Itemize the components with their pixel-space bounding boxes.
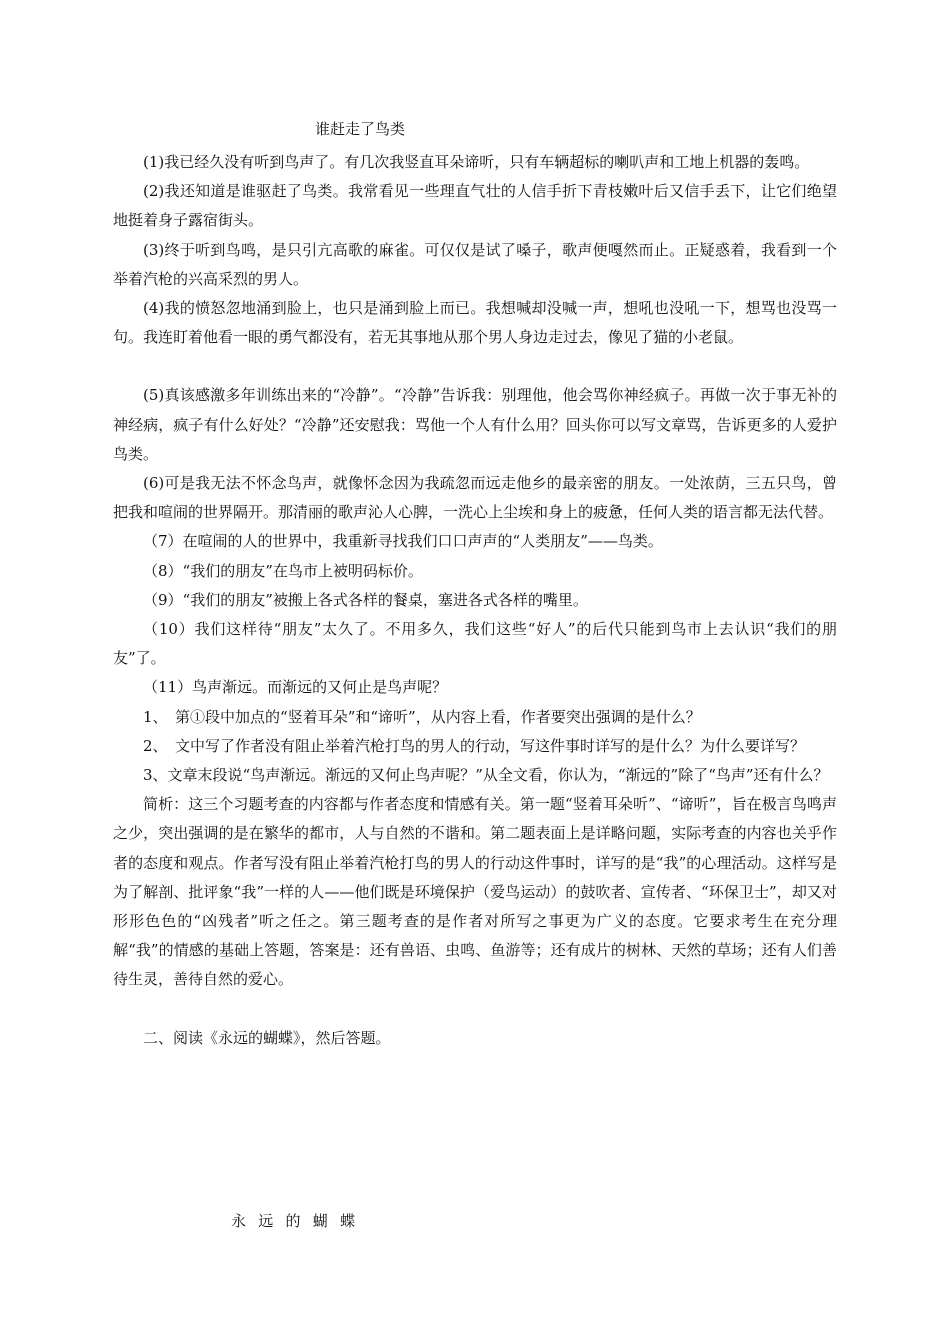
section2-heading: 二、阅读《永远的蝴蝶》，然后答题。 xyxy=(143,1028,391,1047)
section2-title: 永 远 的 蝴 蝶 xyxy=(231,1212,359,1230)
paragraph-10: （10）我们这样待“朋友”太久了。不用多久，我们这些“好人”的后代只能到鸟市上去认识“我们的朋友”了。 xyxy=(113,620,837,668)
analysis-paragraph: 简析：这三个习题考查的内容都与作者态度和情感有关。第一题“竖着耳朵听”、“谛听”，旨在极言鸟鸣声之少，突出强调的是在繁华的都市，人与自然的不谐和。第二题表面上是详略问题，实际考查的内容也关乎作者的态度和观点。作者写没有阻止举着汽枪打鸟的男人的行动这件事时，详写的是“我”的心理活动。这样写是为了解剖、批评象“我”一样的人——他们既是环境保护（爱鸟运动）的鼓吹者、宣传者、“环保卫士”，却又对形形色色的“凶残者”听之任之。第三题考查的是作者对所写之事更为广义的态度。它要求考生在充分理解“我”的情感的基础上答题，答案是：还有兽语、虫鸣、鱼游等；还有成片的树林、天然的草场；还有人们善待生灵，善待自然的爱心。 xyxy=(113,795,837,989)
article-title: 谁赶走了鸟类 xyxy=(315,120,406,138)
paragraph-7: （7）在喧闹的人的世界中，我重新寻找我们口口声声的“人类朋友”——鸟类。 xyxy=(143,532,663,551)
article-body xyxy=(113,148,837,1053)
paragraph-1: (1)我已经久没有听到鸟声了。有几次我竖直耳朵谛听，只有车辆超标的喇叭声和工地上机器的轰鸣。 xyxy=(143,153,810,171)
question-1: 1、 第①段中加点的“竖着耳朵”和“谛听”，从内容上看，作者要突出强调的是什么？ xyxy=(143,707,701,726)
paragraph-3: (3)终于听到鸟鸣，是只引亢高歌的麻雀。可仅仅是试了嗓子，歌声便嘎然而止。正疑惑着，我看到一个举着汽枪的兴高采烈的男人。 xyxy=(113,240,837,288)
paragraph-2: (2)我还知道是谁驱赶了鸟类。我常看见一些理直气壮的人信手折下青枝嫩叶后又信手丢下，让它们绝望地挺着身子露宿街头。 xyxy=(113,182,837,230)
paragraph-8: （8）“我们的朋友”在鸟市上被明码标价。 xyxy=(143,561,423,580)
paragraph-6: (6)可是我无法不怀念鸟声，就像怀念因为我疏忽而远走他乡的最亲密的朋友。一处浓荫，三五只鸟，曾把我和喧闹的世界隔开。那清丽的歌声沁人心脾，一洗心上尘埃和身上的疲惫，任何人类的语言都无法代替。 xyxy=(113,474,837,522)
paragraph-5: (5)真该感激多年训练出来的“冷静”。“冷静”告诉我：别理他，他会骂你神经疯子。再做一次于事无补的神经病，疯子有什么好处？“冷静”还安慰我：骂他一个人有什么用？回头你可以写文章骂，告诉更多的人爱护鸟类。 xyxy=(113,386,837,463)
paragraph-9: （9）“我们的朋友”被搬上各式各样的餐桌，塞进各式各样的嘴里。 xyxy=(143,590,588,609)
question-2: 2、 文中写了作者没有阻止举着汽枪打鸟的男人的行动，写这件事时详写的是什么？为什么要详写？ xyxy=(143,736,806,755)
question-3: 3、文章末段说“鸟声渐远。渐远的又何止鸟声呢？”从全文看，你认为，“渐远的”除了“鸟声”还有什么？ xyxy=(143,766,829,785)
paragraph-11: （11）鸟声渐远。而渐远的又何止是鸟声呢？ xyxy=(143,678,448,697)
paragraph-4: (4)我的愤怒忽地涌到脸上，也只是涌到脸上而已。我想喊却没喊一声，想吼也没吼一下，想骂也没骂一句。我连盯着他看一眼的勇气都没有，若无其事地从那个男人身边走过去，像见了猫的小老鼠。 xyxy=(113,299,837,347)
